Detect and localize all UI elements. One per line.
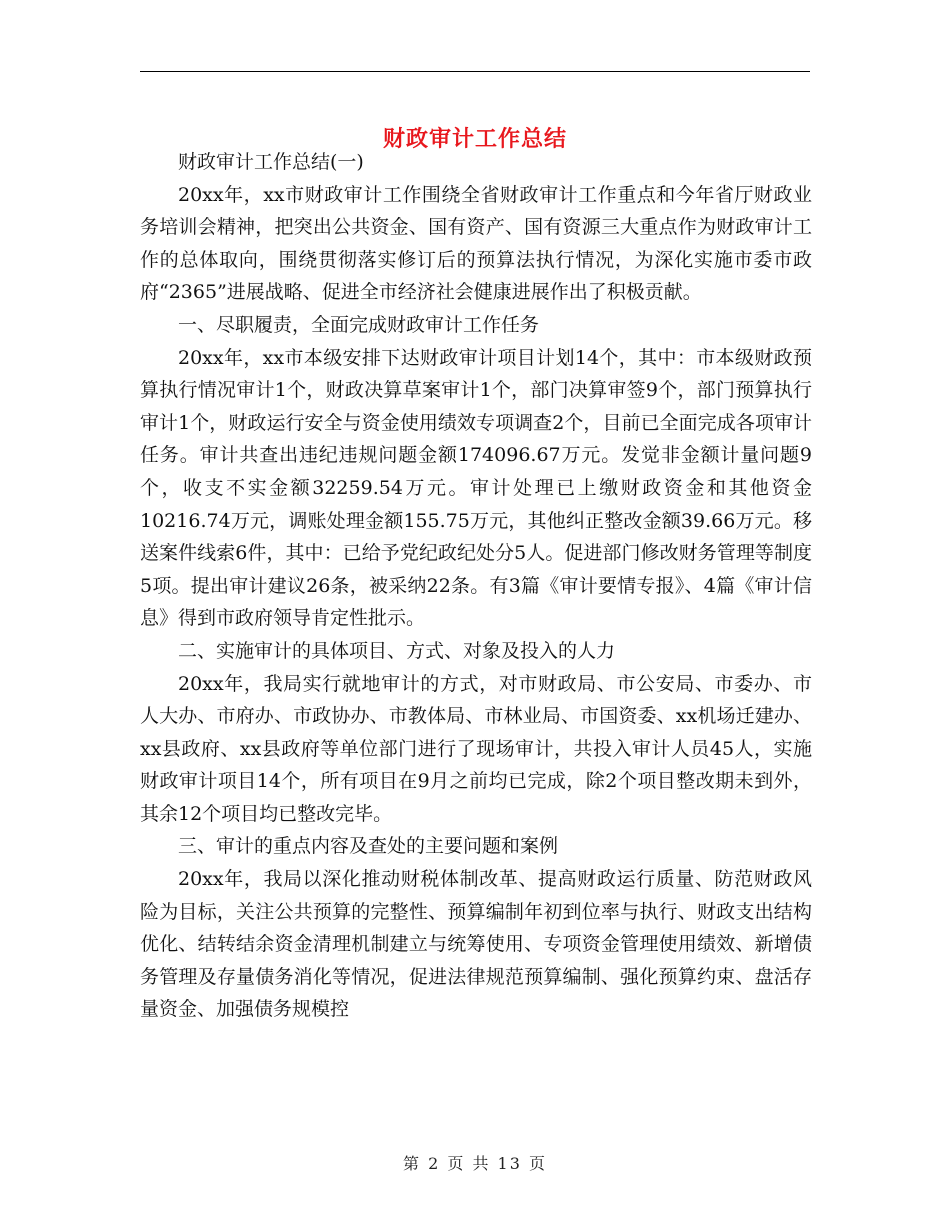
header-rule xyxy=(140,71,810,72)
document-body xyxy=(140,146,812,1026)
body-paragraph: 20xx年，xx市本级安排下达财政审计项目计划14个，其中：市本级财政预算执行情况审计1个，财政决算草案审计1个，部门决算审签9个，部门预算执行审计1个，财政运行安全与资金使用绩效专项调查2个，目前已全面完成各项审计任务。审计共查出违纪违规问题金额174096.67万元。发觉非金额计量问题9个，收支不实金额32259.54万元。审计处理已上缴财政资金和其他资金10216.74万元，调账处理金额155.75万元，其他纠正整改金额39.66万元。移送案件线索6件，其中：已给予党纪政纪处分5人。促进部门修改财务管理等制度5项。提出审计建议26条，被采纳22条。有3篇《审计要情专报》、4篇《审计信息》得到市政府领导肯定性批示。 xyxy=(140,346,812,630)
body-paragraph: 20xx年，我局以深化推动财税体制改革、提高财政运行质量、防范财政风险为目标，关注公共预算的完整性、预算编制年初到位率与执行、财政支出结构优化、结转结余资金清理机制建立与统筹使用、专项资金管理使用绩效、新增债务管理及存量债务消化等情况，促进法律规范预算编制、强化预算约束、盘活存量资金、加强债务规模控 xyxy=(140,868,812,1021)
subtitle-paragraph: 财政审计工作总结(一) xyxy=(178,151,364,173)
body-paragraph: 20xx年，xx市财政审计工作围绕全省财政审计工作重点和今年省厅财政业务培训会精神，把突出公共资金、国有资产、国有资源三大重点作为财政审计工作的总体取向，围绕贯彻落实修订后的预算法执行情况，为深化实施市委市政府“2365”进展战略、促进全市经济社会健康进展作出了积极贡献。 xyxy=(140,183,812,304)
section-heading: 三、审计的重点内容及查处的主要问题和案例 xyxy=(178,835,559,858)
section-heading: 二、实施审计的具体项目、方式、对象及投入的人力 xyxy=(178,639,616,662)
page-number-footer: 第 2 页 共 13 页 xyxy=(403,1154,547,1173)
body-paragraph: 20xx年，我局实行就地审计的方式，对市财政局、市公安局、市委办、市人大办、市府办、市政协办、市教体局、市林业局、市国资委、xx机场迁建办、xx县政府、xx县政府等单位部门进行了现场审计，共投入审计人员45人，实施财政审计项目14个，所有项目在9月之前均已完成，除2个项目整改期未到外，其余12个项目均已整改完毕。 xyxy=(140,672,812,825)
document-title: 财政审计工作总结 xyxy=(382,126,567,152)
section-heading: 一、尽职履责，全面完成财政审计工作任务 xyxy=(178,313,540,336)
